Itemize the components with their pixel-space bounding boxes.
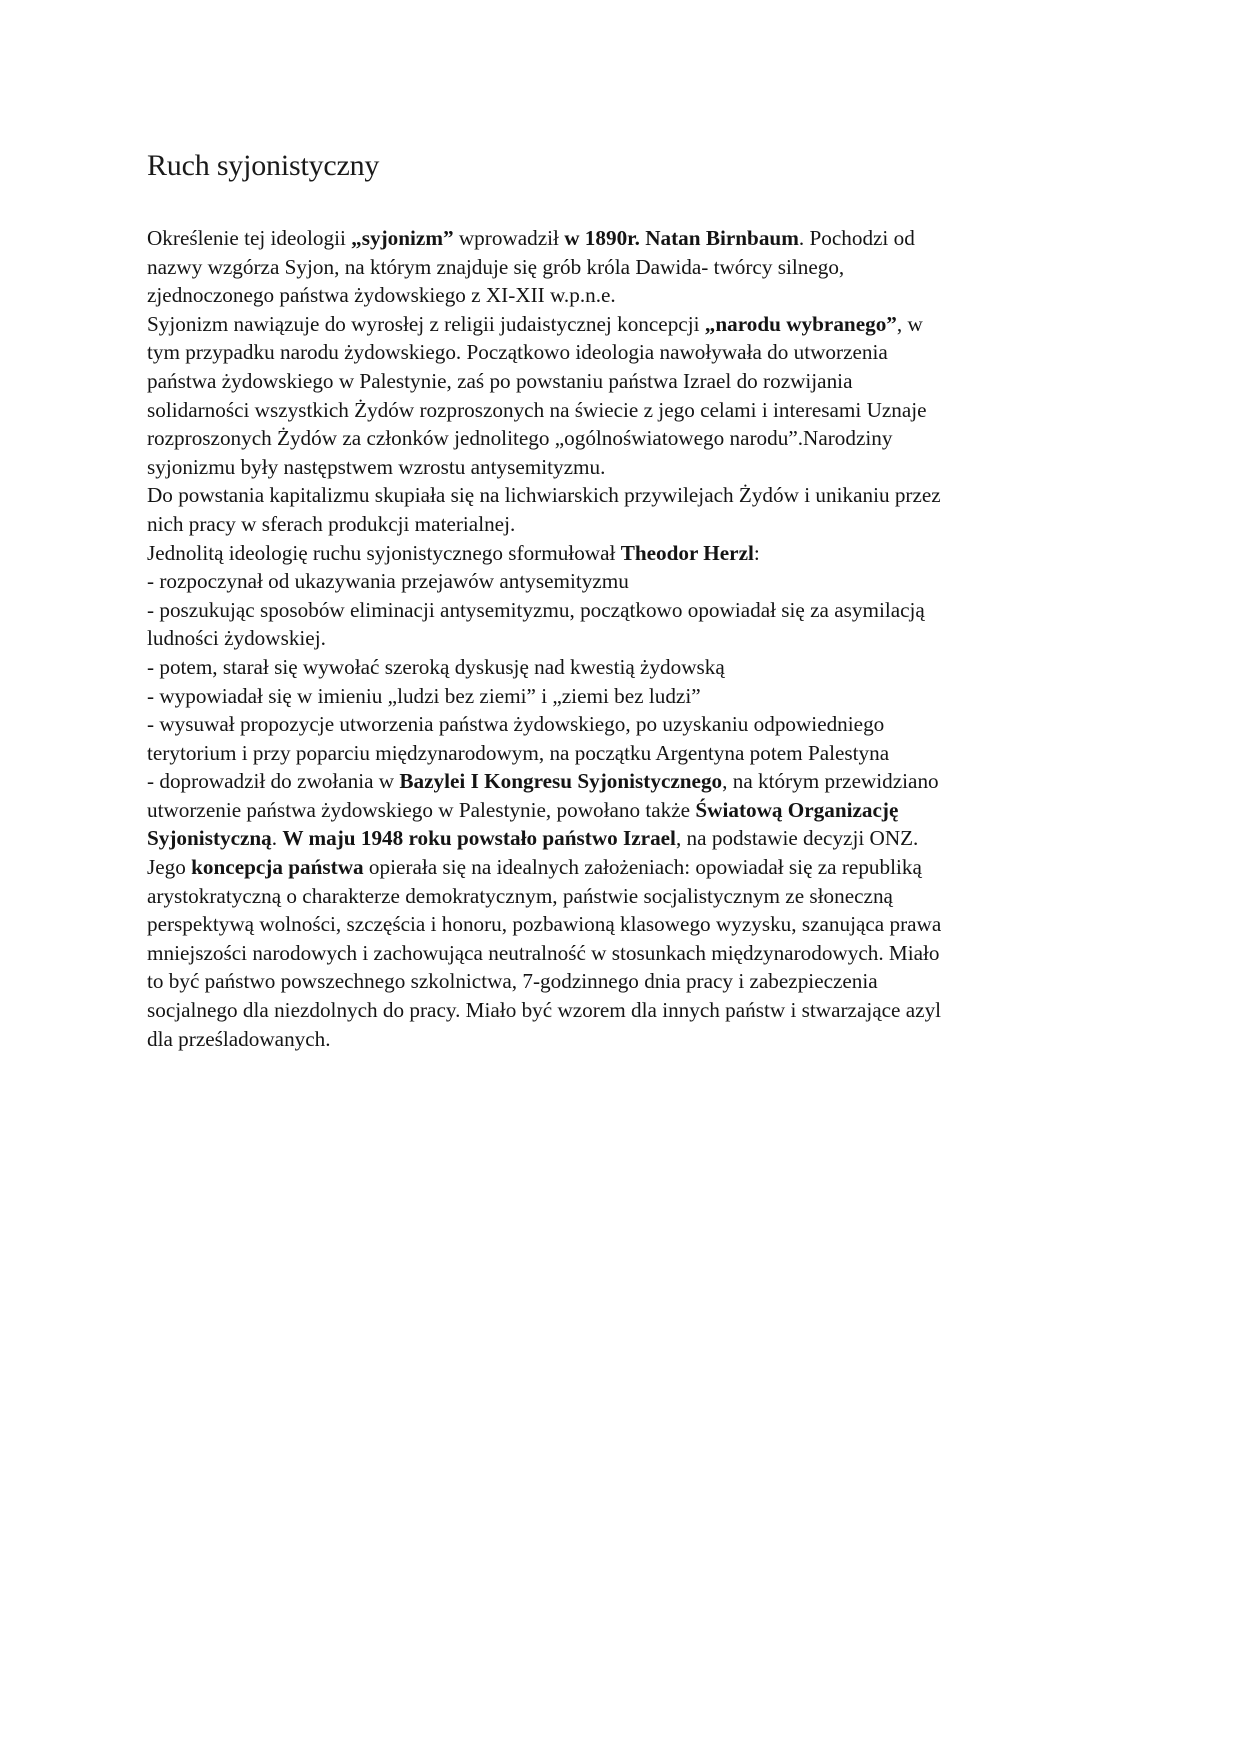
bold-text-run: koncepcja państwa — [191, 855, 364, 880]
text-line — [147, 682, 1097, 711]
text-run: tym przypadku narodu żydowskiego. Początkowo ideologia nawoływała do utworzenia — [147, 340, 888, 365]
text-run: , na podstawie decyzji ONZ. — [675, 826, 919, 851]
text-run: Do powstania kapitalizmu skupiała się na lichwiarskich przywilejach Żydów i unikaniu przez — [147, 483, 941, 508]
text-run: - rozpoczynał od ukazywania przejawów antysemityzmu — [147, 569, 629, 594]
text-run: , na którym przewidziano — [722, 769, 939, 794]
text-line — [147, 338, 1097, 367]
text-line — [147, 481, 1097, 510]
text-run: państwa żydowskiego w Palestynie, zaś po powstaniu państwa Izrael do rozwijania — [147, 368, 853, 393]
document-title: Ruch syjonistyczny — [147, 149, 380, 182]
text-run: - potem, starał się wywołać szeroką dyskusję nad kwestią żydowską — [147, 654, 725, 679]
text-run: Jednolitą ideologię ruchu syjonistycznego sformułował — [147, 540, 621, 565]
text-line — [147, 939, 1097, 968]
text-run: Określenie tej ideologii — [147, 226, 352, 250]
text-run: - wysuwał propozycje utworzenia państwa żydowskiego, po uzyskaniu odpowiedniego — [147, 712, 885, 737]
text-line — [147, 967, 1097, 996]
text-run: opierała się na idealnych założeniach: opowiadał się za republiką — [363, 855, 922, 880]
bold-text-run: Theodor Herzl — [620, 540, 754, 565]
text-line — [147, 596, 1097, 625]
text-line — [147, 424, 1097, 453]
text-line — [147, 310, 1097, 339]
text-run: arystokratyczną o charakterze demokratycznym, państwie socjalistycznym ze słoneczną — [147, 883, 893, 908]
text-run: perspektywą wolności, szczęścia i honoru, pozbawioną klasowego wyzysku, szanująca prawa — [147, 912, 942, 937]
text-run: - poszukując sposobów eliminacji antysemityzmu, początkowo opowiadał się za asymilacją — [147, 597, 925, 622]
text-run: mniejszości narodowych i zachowująca neutralność w stosunkach międzynarodowych. Miało — [147, 940, 940, 965]
text-run: socjalnego dla niezdolnych do pracy. Miało być wzorem dla innych państw i stwarzające azyl — [147, 998, 942, 1023]
text-line — [147, 996, 1097, 1025]
text-run: - doprowadził do zwołania w — [147, 769, 400, 794]
text-line — [147, 767, 1097, 796]
text-line — [147, 910, 1097, 939]
text-line — [147, 853, 1097, 882]
bold-text-run: Syjonistyczną — [147, 826, 272, 851]
text-line — [147, 653, 1097, 682]
text-run: utworzenie państwa żydowskiego w Palestynie, powołano także — [147, 797, 696, 822]
text-run: - wypowiadał się w imieniu „ludzi bez ziemi” i „ziemi bez ludzi” — [147, 683, 701, 708]
text-line — [147, 396, 1097, 425]
text-run: . Pochodzi od — [798, 226, 915, 250]
text-line — [147, 510, 1097, 539]
text-run: , w — [896, 311, 923, 336]
text-line — [147, 882, 1097, 911]
text-line — [147, 739, 1097, 768]
bold-text-run: „syjonizm” — [351, 226, 454, 250]
text-run: . — [271, 826, 283, 851]
text-run: wprowadził — [453, 226, 565, 250]
text-line — [147, 796, 1097, 825]
text-line — [147, 824, 1097, 853]
text-line — [147, 539, 1097, 568]
text-line — [147, 281, 1097, 310]
text-run: rozproszonych Żydów za członków jednolitego „ogólnoświatowego narodu”.Narodziny — [147, 426, 893, 451]
text-run: dla prześladowanych. — [147, 1026, 331, 1051]
bold-text-run: w 1890r. Natan Birnbaum — [564, 226, 799, 250]
bold-text-run: Światową Organizację — [695, 797, 899, 822]
text-line — [147, 453, 1097, 482]
text-line — [147, 567, 1097, 596]
text-run: : — [753, 540, 760, 565]
text-line — [147, 367, 1097, 396]
text-run: nazwy wzgórza Syjon, na którym znajduje się grób króla Dawida- twórcy silnego, — [147, 254, 845, 279]
text-line — [147, 253, 1097, 282]
document-body — [147, 224, 1097, 1053]
text-run: nich pracy w sferach produkcji materialnej. — [147, 511, 516, 536]
text-run: zjednoczonego państwa żydowskiego z XI-XII w.p.n.e. — [147, 283, 616, 308]
bold-text-run: Bazylei I Kongresu Syjonistycznego — [399, 769, 723, 794]
text-line — [147, 624, 1097, 653]
text-run: Jego — [147, 855, 192, 880]
text-run: ludności żydowskiej. — [147, 626, 326, 651]
bold-text-run: „narodu wybranego” — [704, 311, 897, 336]
text-line — [147, 1025, 1097, 1054]
text-run: syjonizmu były następstwem wzrostu antysemityzmu. — [147, 454, 606, 479]
text-line — [147, 710, 1097, 739]
text-line — [147, 224, 1097, 253]
text-run: Syjonizm nawiązuje do wyrosłej z religii judaistycznej koncepcji — [147, 311, 705, 336]
bold-text-run: W maju 1948 roku powstało państwo Izrael — [282, 826, 676, 851]
text-run: solidarności wszystkich Żydów rozproszonych na świecie z jego celami i interesami Uznaje — [147, 397, 927, 422]
text-run: terytorium i przy poparciu międzynarodowym, na początku Argentyna potem Palestyna — [147, 740, 890, 765]
text-run: to być państwo powszechnego szkolnictwa, 7-godzinnego dnia pracy i zabezpieczenia — [147, 969, 878, 994]
